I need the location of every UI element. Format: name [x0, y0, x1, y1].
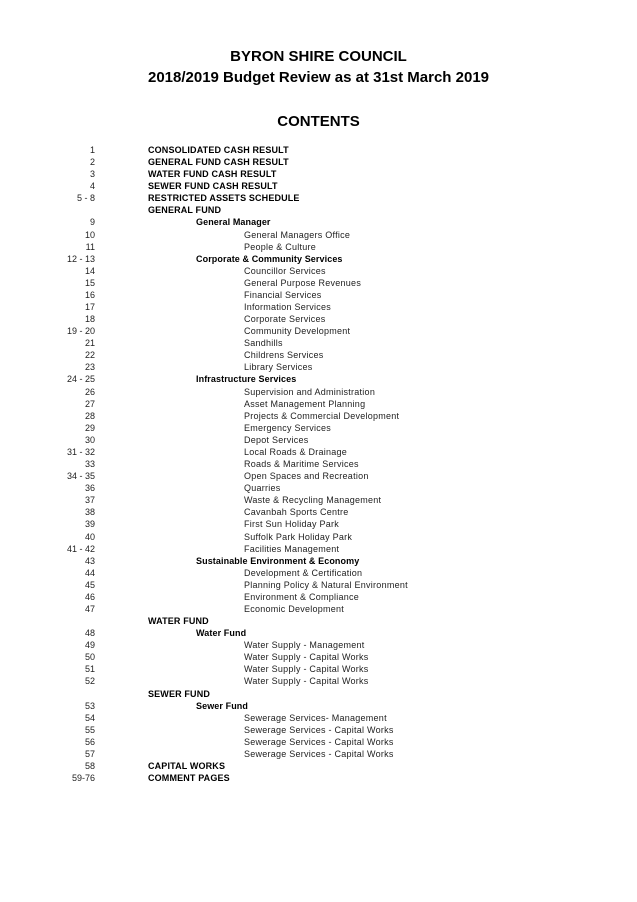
toc-entry-title: Development & Certification [244, 567, 363, 578]
toc-row [0, 772, 637, 784]
toc-page-number: 36 [84, 483, 95, 494]
toc-entry-title: Asset Management Planning [244, 398, 366, 409]
toc-row [0, 144, 637, 156]
toc-entry-title: RESTRICTED ASSETS SCHEDULE [148, 193, 300, 204]
toc-entry-title: Cavanbah Sports Centre [244, 507, 349, 518]
toc-page-number: 44 [84, 567, 95, 578]
toc-page-number: 14 [84, 265, 95, 276]
toc-entry-title: WATER FUND [148, 616, 209, 627]
toc-row [0, 458, 637, 470]
toc-entry-title: SEWER FUND CASH RESULT [148, 181, 278, 192]
toc-row [0, 494, 637, 506]
toc-page-number: 9 [89, 217, 95, 228]
toc-row [0, 337, 637, 349]
toc-entry-title: Library Services [244, 362, 313, 373]
toc-page-number: 15 [84, 277, 95, 288]
toc-page-number: 53 [84, 700, 95, 711]
toc-row [0, 567, 637, 579]
toc-page-number: 29 [84, 422, 95, 433]
toc-page-number: 59-76 [71, 773, 95, 784]
toc-entry-title: SEWER FUND [148, 688, 210, 699]
toc-page-number: 28 [84, 410, 95, 421]
toc-page-number: 22 [84, 350, 95, 361]
toc-page-number: 50 [84, 652, 95, 663]
toc-row [0, 386, 637, 398]
toc-page-number: 31 - 32 [66, 446, 95, 457]
toc-entry-title: Community Development [244, 326, 351, 337]
toc-row [0, 531, 637, 543]
toc-row [0, 591, 637, 603]
toc-page-number: 38 [84, 507, 95, 518]
toc-row [0, 349, 637, 361]
toc-row [0, 216, 637, 228]
toc-page-number: 33 [84, 459, 95, 470]
toc-page-number: 41 - 42 [66, 543, 95, 554]
toc-entry-title: Depot Services [244, 434, 309, 445]
toc-page-number: 16 [84, 289, 95, 300]
toc-entry-title: COMMENT PAGES [148, 773, 230, 784]
toc-row [0, 277, 637, 289]
toc-row [0, 204, 637, 216]
toc-page-number: 54 [84, 712, 95, 723]
toc-page-number: 11 [85, 241, 95, 252]
toc-entry-title: Economic Development [244, 603, 345, 614]
document-organisation-title: BYRON SHIRE COUNCIL [230, 48, 407, 65]
toc-row [0, 168, 637, 180]
toc-row [0, 325, 637, 337]
toc-entry-title: Corporate Services [244, 314, 326, 325]
toc-entry-title: Sewer Fund [196, 700, 249, 711]
toc-page-number: 57 [84, 748, 95, 759]
toc-row [0, 663, 637, 675]
toc-row [0, 229, 637, 241]
toc-row [0, 688, 637, 700]
toc-row [0, 579, 637, 591]
toc-row [0, 615, 637, 627]
toc-row [0, 627, 637, 639]
toc-entry-title: Infrastructure Services [196, 374, 297, 385]
toc-entry-title: Local Roads & Drainage [244, 446, 348, 457]
toc-page-number: 56 [84, 736, 95, 747]
toc-row [0, 422, 637, 434]
toc-entry-title: Sewerage Services - Capital Works [244, 736, 394, 747]
toc-row [0, 543, 637, 555]
toc-row [0, 603, 637, 615]
toc-row [0, 446, 637, 458]
toc-row [0, 724, 637, 736]
toc-entry-title: Water Supply - Capital Works [244, 664, 369, 675]
toc-row [0, 760, 637, 772]
toc-entry-title: WATER FUND CASH RESULT [148, 169, 277, 180]
toc-entry-title: Corporate & Community Services [196, 253, 343, 264]
toc-entry-title: CAPITAL WORKS [148, 760, 226, 771]
toc-row [0, 241, 637, 253]
toc-page-number: 34 - 35 [66, 471, 95, 482]
toc-page-number: 5 - 8 [76, 193, 95, 204]
toc-entry-title: Water Supply - Management [244, 640, 365, 651]
toc-entry-title: General Purpose Revenues [244, 277, 362, 288]
toc-page-number: 26 [84, 386, 95, 397]
toc-row [0, 289, 637, 301]
toc-entry-title: Water Fund [196, 628, 247, 639]
toc-entry-title: Open Spaces and Recreation [244, 471, 369, 482]
toc-entry-title: Environment & Compliance [244, 591, 360, 602]
toc-row [0, 410, 637, 422]
toc-entry-title: Emergency Services [244, 422, 332, 433]
toc-entry-title: Water Supply - Capital Works [244, 652, 369, 663]
toc-row [0, 156, 637, 168]
toc-page-number: 19 - 20 [66, 326, 95, 337]
toc-entry-title: Projects & Commercial Development [244, 410, 400, 421]
toc-row [0, 253, 637, 265]
toc-entry-title: GENERAL FUND CASH RESULT [148, 157, 289, 168]
toc-page-number: 51 [84, 664, 95, 675]
toc-page-number: 52 [84, 676, 95, 687]
toc-entry-title: Sewerage Services - Capital Works [244, 748, 394, 759]
toc-page-number: 24 - 25 [66, 374, 95, 385]
toc-row [0, 518, 637, 530]
toc-row [0, 434, 637, 446]
toc-page-number: 30 [84, 434, 95, 445]
toc-entry-title: Roads & Maritime Services [244, 459, 359, 470]
toc-page-number: 43 [84, 555, 95, 566]
toc-page-number: 21 [84, 338, 95, 349]
toc-page-number: 3 [89, 169, 95, 180]
toc-page-number: 47 [84, 603, 95, 614]
toc-entry-title: Councillor Services [244, 265, 326, 276]
toc-entry-title: Waste & Recycling Management [244, 495, 382, 506]
toc-page-number: 45 [84, 579, 95, 590]
toc-row [0, 555, 637, 567]
contents-heading: CONTENTS [277, 113, 360, 130]
toc-entry-title: Supervision and Administration [244, 386, 376, 397]
toc-entry-title: Childrens Services [244, 350, 324, 361]
toc-entry-title: Quarries [244, 483, 281, 494]
toc-entry-title: Suffolk Park Holiday Park [244, 531, 353, 542]
toc-entry-title: Sewerage Services - Capital Works [244, 724, 394, 735]
toc-entry-title: Information Services [244, 302, 332, 313]
toc-entry-title: People & Culture [244, 241, 317, 252]
document-subtitle: 2018/2019 Budget Review as at 31st March 2019 [147, 69, 490, 86]
toc-row [0, 482, 637, 494]
toc-entry-title: Facilities Management [244, 543, 340, 554]
toc-page-number: 48 [84, 628, 95, 639]
toc-row [0, 639, 637, 651]
toc-page-number: 10 [84, 229, 95, 240]
toc-page-number: 40 [84, 531, 95, 542]
toc-entry-title: General Manager [196, 217, 271, 228]
toc-page-number: 49 [84, 640, 95, 651]
toc-entry-title: General Managers Office [244, 229, 351, 240]
toc-entry-title: Water Supply - Capital Works [244, 676, 369, 687]
toc-row [0, 361, 637, 373]
toc-row [0, 748, 637, 760]
toc-row [0, 301, 637, 313]
toc-row [0, 506, 637, 518]
toc-row [0, 470, 637, 482]
toc-page-number: 55 [84, 724, 95, 735]
toc-row [0, 651, 637, 663]
toc-page-number: 2 [89, 157, 95, 168]
toc-row [0, 712, 637, 724]
toc-page-number: 17 [84, 302, 95, 313]
toc-page-number: 39 [84, 519, 95, 530]
toc-page-number: 46 [84, 591, 95, 602]
toc-page-number: 23 [84, 362, 95, 373]
toc-row [0, 313, 637, 325]
toc-row [0, 736, 637, 748]
toc-entry-title: Planning Policy & Natural Environment [244, 579, 408, 590]
toc-row [0, 192, 637, 204]
table-of-contents [0, 144, 637, 784]
toc-row [0, 180, 637, 192]
toc-row [0, 265, 637, 277]
toc-entry-title: First Sun Holiday Park [244, 519, 340, 530]
toc-row [0, 675, 637, 687]
toc-row [0, 373, 637, 385]
toc-entry-title: Sewerage Services- Management [244, 712, 387, 723]
toc-page-number: 4 [89, 181, 95, 192]
toc-page-number: 18 [84, 314, 95, 325]
toc-page-number: 1 [89, 145, 95, 155]
toc-entry-title: GENERAL FUND [148, 205, 222, 216]
toc-row [0, 700, 637, 712]
toc-entry-title: Sustainable Environment & Economy [196, 555, 360, 566]
toc-page-number: 27 [84, 398, 95, 409]
toc-page-number: 37 [84, 495, 95, 506]
toc-entry-title: Financial Services [244, 289, 322, 300]
toc-page-number: 12 - 13 [66, 253, 95, 264]
toc-row [0, 398, 637, 410]
toc-page-number: 58 [84, 760, 95, 771]
toc-entry-title: Sandhills [244, 338, 283, 349]
toc-entry-title: CONSOLIDATED CASH RESULT [148, 145, 289, 155]
